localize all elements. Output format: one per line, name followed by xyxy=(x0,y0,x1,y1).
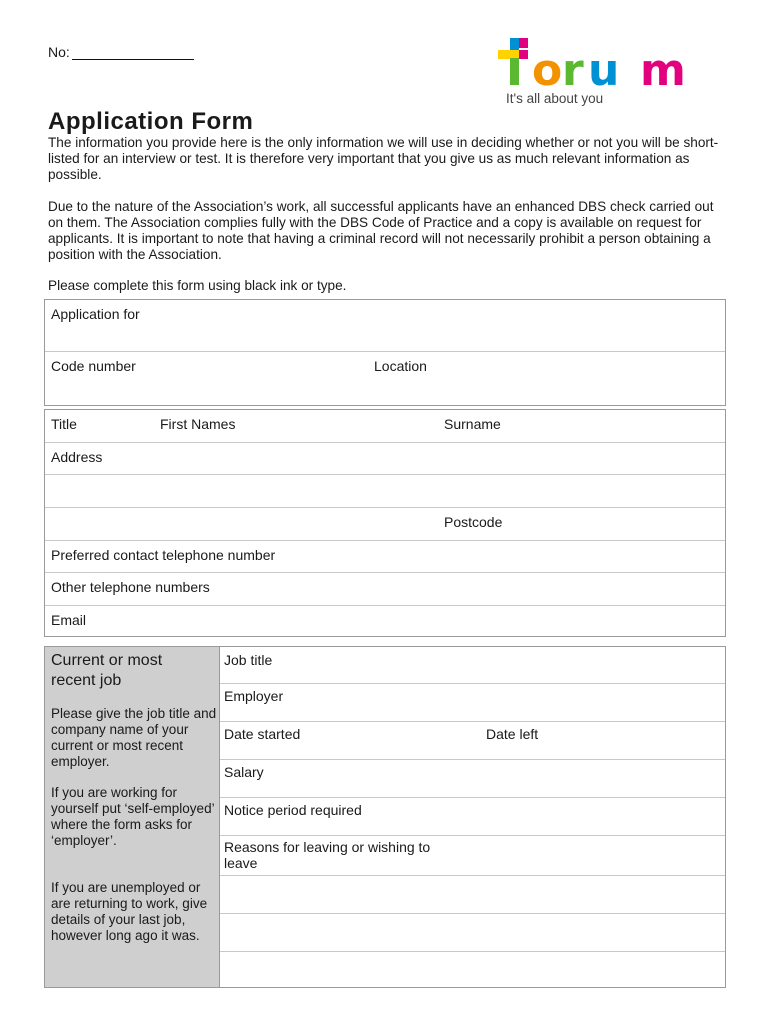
reference-number xyxy=(48,44,194,60)
job-title-label: Job title xyxy=(224,652,273,668)
postcode-label: Postcode xyxy=(444,514,503,530)
personal-details-section xyxy=(44,409,726,637)
logo-letter-m: m xyxy=(640,45,686,96)
location-label: Location xyxy=(374,358,427,374)
guidance-note-3: If you are unemployed or are returning to work, give details of your last job, however long ago it was. xyxy=(51,880,208,943)
intro-paragraph-3: Please complete this form using black ink or type. xyxy=(48,278,347,293)
reasons-leaving-field[interactable] xyxy=(220,836,725,876)
tagline: It's all about you xyxy=(506,91,604,106)
preferred-phone-field[interactable] xyxy=(45,541,725,573)
logo-letter-r: r xyxy=(562,45,584,96)
page-title: Application Form xyxy=(48,108,254,135)
salary-label: Salary xyxy=(224,764,264,780)
reasons-line-3[interactable] xyxy=(220,914,725,952)
reasons-leaving-label: Reasons for leaving or wishing to leave xyxy=(224,839,431,871)
other-phone-label: Other telephone numbers xyxy=(51,579,210,595)
code-number-label: Code number xyxy=(51,358,136,374)
current-job-heading: Current or most recent job xyxy=(51,652,163,689)
intro-paragraph-2: Due to the nature of the Association’s work, all successful applicants have an enhanced DBS check carried out on them. The Association complies fully with the DBS Code of Practice and a copy is available on request for applicants. It is important to note that having a criminal record will not necessarily prohibit a person obtaining a position with the Association. xyxy=(48,199,714,262)
notice-period-label: Notice period required xyxy=(224,802,362,818)
salary-field[interactable] xyxy=(220,760,725,798)
address-label: Address xyxy=(51,449,103,465)
application-for-field[interactable] xyxy=(45,300,725,352)
surname-label: Surname xyxy=(444,416,501,432)
application-section xyxy=(44,299,726,406)
current-job-section xyxy=(44,646,726,988)
employer-label: Employer xyxy=(224,688,284,704)
address-line-2-field[interactable] xyxy=(45,475,725,508)
code-location-row xyxy=(45,352,725,405)
application-for-label: Application for xyxy=(51,306,140,322)
name-row[interactable] xyxy=(45,410,725,443)
current-job-fields xyxy=(219,647,725,987)
other-phone-field[interactable] xyxy=(45,573,725,606)
employer-field[interactable] xyxy=(220,684,725,722)
reasons-line-2[interactable] xyxy=(220,876,725,914)
preferred-phone-label: Preferred contact telephone number xyxy=(51,547,276,563)
reference-number-label: No: xyxy=(48,44,70,60)
email-label: Email xyxy=(51,612,87,628)
first-names-label: First Names xyxy=(160,416,236,432)
dates-row[interactable] xyxy=(220,722,725,760)
date-started-label: Date started xyxy=(224,726,301,742)
guidance-note-1: Please give the job title and company name of your current or most recent employer. xyxy=(51,706,217,769)
email-field[interactable] xyxy=(45,606,725,636)
logo-letter-f xyxy=(498,38,528,85)
reference-number-field[interactable] xyxy=(72,45,194,60)
title-label: Title xyxy=(51,416,77,432)
guidance-note-2: If you are working for yourself put ‘self-employed’ where the form asks for ‘employer’. xyxy=(51,785,215,848)
current-job-guidance-panel xyxy=(45,647,219,987)
job-title-field[interactable] xyxy=(220,647,725,684)
logo-letter-o: o xyxy=(532,45,563,96)
notice-period-field[interactable] xyxy=(220,798,725,836)
reasons-line-4[interactable] xyxy=(220,952,725,990)
intro-paragraph-1: The information you provide here is the only information we will use in deciding whether or not you will be short-listed for an interview or test. It is therefore very important that you give us as much relevant information as possible. xyxy=(48,135,719,182)
postcode-row[interactable] xyxy=(45,508,725,541)
address-field[interactable] xyxy=(45,443,725,475)
logo-letter-u: u xyxy=(588,45,620,96)
date-left-label: Date left xyxy=(486,726,539,742)
